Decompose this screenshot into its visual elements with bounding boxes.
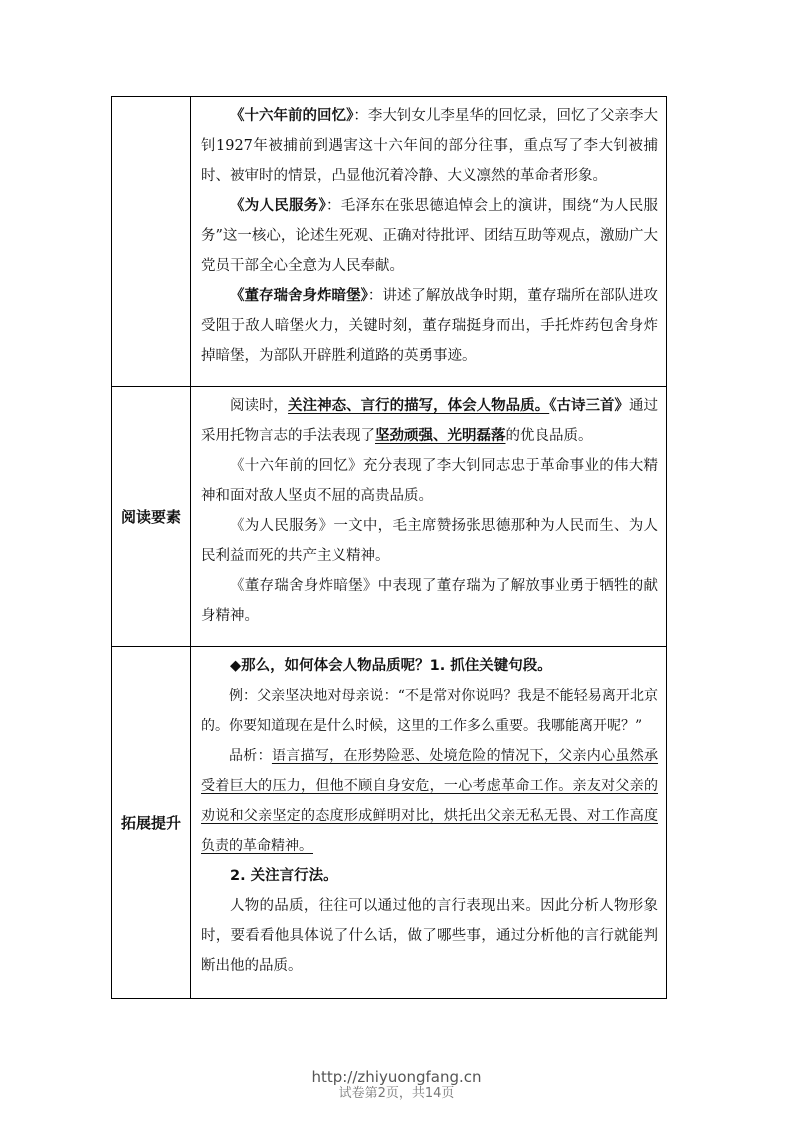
text-title: 《董存瑞舍身炸暗堡》 <box>230 288 368 304</box>
analysis-text <box>201 741 658 861</box>
reading-paragraph <box>201 451 658 511</box>
text: 充分表现了李大钊同志忠于革命事业的伟大精神和面对敌人坚贞不屈的高贵品质。 <box>201 458 659 504</box>
reading-paragraph <box>201 391 658 451</box>
analysis-label: 品析： <box>229 748 272 764</box>
row-label-extension: 拓展提升 <box>112 647 191 999</box>
row-label-reading: 阅读要素 <box>112 387 191 647</box>
reading-cell <box>191 387 667 647</box>
text: 的优良品质。 <box>505 428 593 444</box>
summary-paragraph <box>201 281 658 371</box>
summary-text: ：李大钊女儿李星华的回忆录，回忆了父亲李大钊1927年被捕前到遇害这十六年间的部分往事，重点写了李大钊被捕时、被审时的情景，凸显他沉着冷静、大义凛然的革命者形象。 <box>201 108 658 184</box>
key-point: 关注神态、言行的描写，体会人物品质。 <box>288 398 550 414</box>
reading-paragraph <box>201 511 658 571</box>
page-footer <box>0 1068 793 1101</box>
summary-text: ：毛泽东在张思德追悼会上的演讲，围绕“为人民服务”这一核心，论述生死观、正确对待批评、团结互助等观点，激励广大党员干部全心全意为人民奉献。 <box>201 198 659 274</box>
method-text: 人物的品质，往往可以通过他的言行表现出来。因此分析人物形象时，要看看他具体说了什么话，做了哪些事，通过分析他的言行就能判断出他的品质。 <box>201 898 658 974</box>
text: 一文中，毛主席赞扬张思德那种为人民而生、为人民利益而死的共产主义精神。 <box>201 518 658 564</box>
row-label <box>112 97 191 387</box>
text: 通过采用托物言志的手法表现了 <box>201 398 659 444</box>
key-point: 坚劲顽强、光明磊落 <box>375 428 506 444</box>
text: 阅读时， <box>230 398 289 414</box>
table-row <box>112 647 667 999</box>
text-title: 《十六年前的回忆》 <box>230 458 363 474</box>
table-row <box>112 387 667 647</box>
text-title: 《古诗三首》 <box>549 398 630 414</box>
page-number: 试卷第2页，共14页 <box>338 1086 455 1101</box>
summary-cell <box>191 97 667 387</box>
example-text: 例：父亲坚决地对母亲说：“不是常对你说吗？我是不能轻易离开北京的。你要知道现在是什么时候，这里的工作多么重要。我哪能离开呢？” <box>201 688 658 734</box>
summary-paragraph <box>201 101 658 191</box>
summary-paragraph <box>201 191 658 281</box>
table-row <box>112 97 667 387</box>
watermark-url: http://zhiyuongfang.cn <box>311 1068 482 1086</box>
content-table <box>111 96 667 999</box>
analysis-body: 语言描写，在形势险恶、处境危险的情况下，父亲内心虽然承受着巨大的压力，但他不顾自身安危，一心考虑革命工作。亲友对父亲的劝说和父亲坚定的态度形成鲜明对比，烘托出父亲无私无畏、对工作高度负责的革命精神。 <box>201 748 659 854</box>
method-heading: ◆那么，如何体会人物品质呢？1. 抓住关键句段。 <box>230 658 552 674</box>
summary-text: ：讲述了解放战争时期，董存瑞所在部队进攻受阻于敌人暗堡火力，关键时刻，董存瑞挺身而出，手托炸药包舍身炸掉暗堡，为部队开辟胜利道路的英勇事迹。 <box>201 288 659 364</box>
text-title: 《为人民服务》 <box>230 198 327 214</box>
text-title: 《十六年前的回忆》 <box>230 108 354 124</box>
reading-paragraph <box>201 571 658 631</box>
extension-cell <box>191 647 667 999</box>
method-heading: 2. 关注言行法。 <box>230 868 338 884</box>
text: 中表现了董存瑞为了解放事业勇于牺牲的献身精神。 <box>201 578 659 624</box>
text-title: 《董存瑞舍身炸暗堡》 <box>230 578 378 594</box>
text-title: 《为人民服务》 <box>230 518 334 534</box>
